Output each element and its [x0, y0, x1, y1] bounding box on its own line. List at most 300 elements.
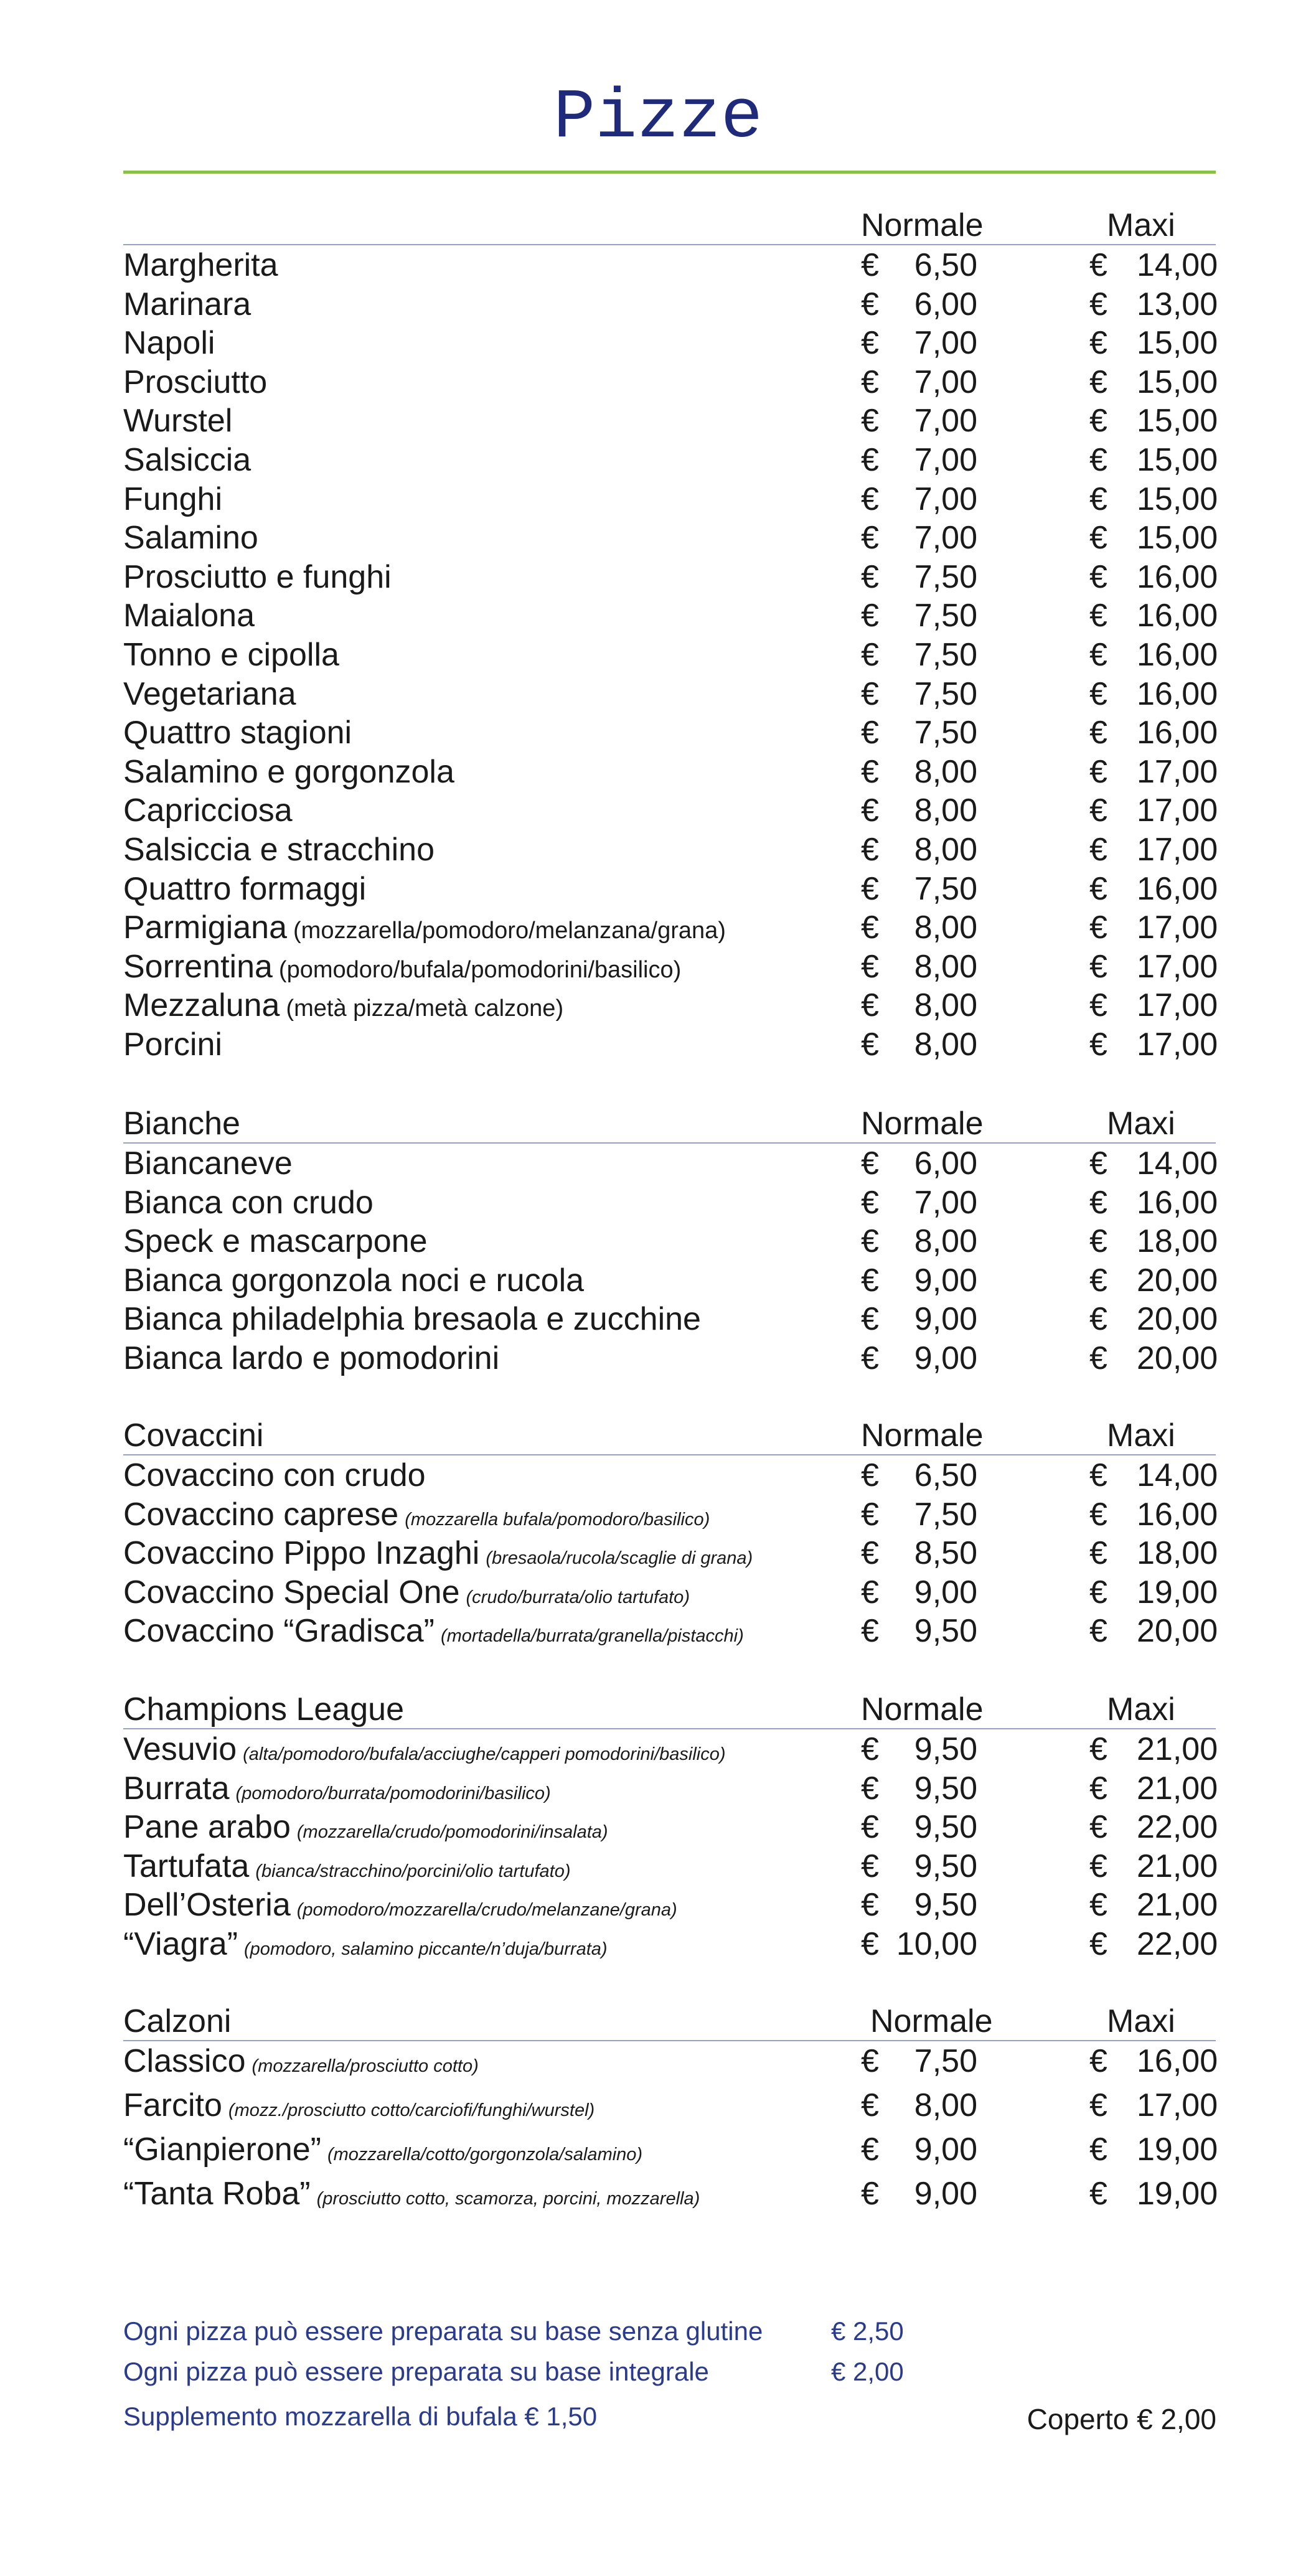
price-maxi: 19,00 [1137, 1574, 1218, 1610]
price-maxi: 17,00 [1137, 792, 1218, 829]
euro-symbol: € [861, 1184, 879, 1221]
menu-item-row [123, 323, 1216, 362]
menu-item-row [123, 2174, 1216, 2218]
euro-symbol: € [861, 831, 879, 868]
page-title: Pizze [553, 78, 763, 157]
euro-symbol: € [861, 598, 879, 634]
euro-symbol: € [861, 2087, 879, 2123]
section-title: Bianche [123, 1106, 240, 1142]
euro-symbol: € [1089, 1223, 1107, 1260]
menu-item [123, 1808, 608, 1851]
euro-symbol: € [861, 364, 879, 400]
gluten-free-price: € 2,50 [831, 2316, 904, 2346]
euro-symbol: € [1089, 1145, 1107, 1182]
price-normale: 8,50 [914, 1535, 977, 1572]
menu-item-name: Classico [123, 2043, 246, 2079]
menu-item [123, 364, 267, 401]
menu-item-ingredients: (mortadella/burrata/granella/pistacchi) [440, 1626, 744, 1647]
column-header-normale: Normale [861, 1417, 984, 1454]
menu-item [123, 1184, 374, 1221]
menu-item-row [123, 947, 1216, 986]
euro-symbol: € [861, 1301, 879, 1338]
column-header-maxi: Maxi [1107, 1417, 1175, 1454]
menu-item [123, 675, 296, 713]
euro-symbol: € [861, 1457, 879, 1493]
price-maxi: 15,00 [1137, 481, 1218, 517]
section-title: Champions League [123, 1691, 404, 1728]
menu-item-name: “Tanta Roba” [123, 2176, 311, 2212]
menu-item [123, 1731, 726, 1773]
euro-symbol: € [1089, 403, 1107, 440]
menu-item-name: Sorrentina [123, 948, 273, 985]
euro-symbol: € [861, 520, 879, 557]
price-maxi: 17,00 [1137, 753, 1218, 790]
euro-symbol: € [1089, 441, 1107, 478]
menu-item-name: Wurstel [123, 403, 233, 440]
euro-symbol: € [1089, 481, 1107, 517]
column-header-maxi: Maxi [1107, 1691, 1175, 1728]
menu-item-row [123, 1846, 1216, 1886]
menu-item-row [123, 1455, 1216, 1495]
price-maxi: 16,00 [1137, 2043, 1218, 2079]
menu-item-name: Margherita [123, 247, 278, 283]
euro-symbol: € [1089, 1925, 1107, 1962]
menu-item-name: Prosciutto e funghi [123, 558, 392, 595]
euro-symbol: € [1089, 1301, 1107, 1338]
price-normale: 8,00 [914, 1026, 977, 1063]
price-normale: 8,00 [914, 910, 977, 946]
menu-item [123, 519, 258, 557]
menu-item-name: Biancaneve [123, 1145, 293, 1182]
euro-symbol: € [861, 636, 879, 673]
menu-item-row [123, 1611, 1216, 1650]
section-2 [123, 1417, 1216, 1650]
menu-item [123, 2131, 642, 2173]
menu-item-row [123, 1807, 1216, 1846]
menu-item-name: Salamino [123, 520, 258, 557]
euro-symbol: € [861, 558, 879, 595]
price-maxi: 18,00 [1137, 1535, 1218, 1572]
menu-item-name: Covaccino “Gradisca” [123, 1613, 435, 1650]
menu-item-name: Tartufata [123, 1848, 250, 1884]
menu-item-row [123, 1729, 1216, 1769]
price-maxi: 14,00 [1137, 1145, 1218, 1182]
menu-item-row [123, 713, 1216, 752]
column-header-maxi: Maxi [1107, 1106, 1175, 1142]
menu-item [123, 1496, 710, 1538]
euro-symbol: € [861, 1613, 879, 1650]
menu-item-ingredients: (metà pizza/metà calzone) [286, 995, 564, 1022]
price-normale: 7,50 [914, 1496, 977, 1533]
price-maxi: 20,00 [1137, 1262, 1218, 1299]
section-header [123, 1691, 1216, 1729]
euro-symbol: € [861, 325, 879, 362]
gluten-free-note: Ogni pizza può essere preparata su base senza glutine [123, 2316, 763, 2346]
menu-item-name: Bianca lardo e pomodorini [123, 1340, 500, 1376]
euro-symbol: € [861, 987, 879, 1024]
menu-item-name: Salamino e gorgonzola [123, 753, 454, 790]
price-maxi: 16,00 [1137, 715, 1218, 751]
price-maxi: 18,00 [1137, 1223, 1218, 1260]
price-normale: 7,00 [914, 325, 977, 362]
column-header-normale: Normale [861, 1106, 984, 1142]
menu-item [123, 987, 563, 1027]
menu-item-ingredients: (pomodoro, salamino piccante/n’duja/burrata) [244, 1939, 608, 1959]
menu-item-row [123, 245, 1216, 284]
menu-item [123, 909, 726, 949]
euro-symbol: € [861, 675, 879, 712]
price-maxi: 16,00 [1137, 675, 1218, 712]
price-normale: 9,00 [914, 2176, 977, 2212]
menu-item-ingredients: (mozz./prosciutto cotto/carciofi/funghi/wurstel) [228, 2100, 595, 2120]
euro-symbol: € [861, 1262, 879, 1299]
menu-item-name: Funghi [123, 481, 222, 517]
euro-symbol: € [1089, 987, 1107, 1024]
menu-item-name: Dell’Osteria [123, 1887, 291, 1924]
euro-symbol: € [861, 1340, 879, 1376]
menu-item-name: “Gianpierone” [123, 2132, 321, 2168]
menu-item-row [123, 1769, 1216, 1808]
euro-symbol: € [861, 1887, 879, 1924]
price-normale: 9,00 [914, 1574, 977, 1610]
price-maxi: 17,00 [1137, 2087, 1218, 2123]
menu-item-row [123, 440, 1216, 479]
euro-symbol: € [861, 403, 879, 440]
price-maxi: 19,00 [1137, 2132, 1218, 2168]
menu-item-name: Capricciosa [123, 792, 293, 829]
menu-item-name: Porcini [123, 1026, 222, 1063]
menu-item [123, 597, 255, 634]
euro-symbol: € [861, 753, 879, 790]
menu-item-ingredients: (mozzarella/cotto/gorgonzola/salamino) [327, 2145, 643, 2165]
menu-item-row [123, 869, 1216, 908]
menu-item-row [123, 1533, 1216, 1572]
price-maxi: 21,00 [1137, 1848, 1218, 1884]
euro-symbol: € [1089, 1184, 1107, 1221]
euro-symbol: € [1089, 1887, 1107, 1924]
price-normale: 9,50 [914, 1848, 977, 1884]
menu-item [123, 441, 251, 479]
price-maxi: 13,00 [1137, 286, 1218, 322]
menu-item-name: Bianca con crudo [123, 1184, 374, 1221]
euro-symbol: € [1089, 598, 1107, 634]
euro-symbol: € [1089, 1535, 1107, 1572]
menu-item-name: Prosciutto [123, 364, 268, 400]
menu-item-ingredients: (pomodoro/mozzarella/crudo/melanzane/grana) [296, 1900, 677, 1920]
menu-item-row [123, 674, 1216, 713]
menu-item-name: Salsiccia e stracchino [123, 831, 435, 868]
euro-symbol: € [861, 286, 879, 322]
menu-item-ingredients: (mozzarella/crudo/pomodorini/insalata) [296, 1822, 608, 1843]
menu-item-ingredients: (crudo/burrata/olio tartufato) [466, 1587, 690, 1607]
euro-symbol: € [1089, 1262, 1107, 1299]
price-normale: 9,50 [914, 1613, 977, 1650]
euro-symbol: € [1089, 675, 1107, 712]
menu-item-row [123, 1025, 1216, 1064]
menu-item [123, 1770, 551, 1812]
menu-item-name: Bianca philadelphia bresaola e zucchine [123, 1301, 701, 1338]
price-maxi: 16,00 [1137, 1184, 1218, 1221]
euro-symbol: € [861, 247, 879, 283]
price-normale: 6,00 [914, 286, 977, 322]
euro-symbol: € [1089, 325, 1107, 362]
euro-symbol: € [1089, 1496, 1107, 1533]
price-maxi: 15,00 [1137, 403, 1218, 440]
price-normale: 8,00 [914, 753, 977, 790]
menu-item-row [123, 1885, 1216, 1924]
price-normale: 8,00 [914, 987, 977, 1024]
euro-symbol: € [1089, 2087, 1107, 2123]
menu-item [123, 831, 435, 868]
menu-item [123, 247, 278, 284]
menu-item-name: Parmigiana [123, 910, 288, 946]
menu-item [123, 1925, 608, 1968]
price-normale: 9,50 [914, 1887, 977, 1924]
section-header [123, 1417, 1216, 1455]
euro-symbol: € [861, 948, 879, 985]
price-maxi: 15,00 [1137, 520, 1218, 557]
menu-item-ingredients: (prosciutto cotto, scamorza, porcini, mozzarella) [316, 2189, 700, 2209]
menu-item-row [123, 596, 1216, 635]
menu-item-name: Napoli [123, 325, 215, 362]
price-maxi: 22,00 [1137, 1925, 1218, 1962]
menu-item [123, 1145, 293, 1182]
menu-item [123, 714, 352, 751]
menu-item [123, 1300, 701, 1338]
euro-symbol: € [1089, 1340, 1107, 1376]
menu-item-ingredients: (pomodoro/bufala/pomodorini/basilico) [278, 956, 682, 983]
section-header [123, 2003, 1216, 2041]
menu-item-row [123, 1495, 1216, 1534]
price-normale: 7,50 [914, 558, 977, 595]
menu-item-name: Vegetariana [123, 675, 296, 712]
euro-symbol: € [861, 441, 879, 478]
menu-item [123, 1026, 222, 1063]
price-normale: 9,00 [914, 1301, 977, 1338]
menu-item [123, 402, 232, 440]
menu-item-row [123, 2130, 1216, 2174]
price-maxi: 17,00 [1137, 948, 1218, 985]
price-normale: 10,00 [896, 1925, 977, 1962]
menu-item-name: Bianca gorgonzola noci e rucola [123, 1262, 585, 1299]
price-maxi: 14,00 [1137, 247, 1218, 283]
price-normale: 8,00 [914, 792, 977, 829]
section-title: Covaccini [123, 1417, 264, 1454]
menu-item [123, 286, 251, 323]
title-divider [123, 171, 1216, 174]
euro-symbol: € [1089, 247, 1107, 283]
section-3 [123, 1691, 1216, 1963]
menu-item [123, 324, 215, 362]
menu-item-row [123, 1924, 1216, 1963]
menu-item-name: Burrata [123, 1770, 230, 1807]
section-0 [123, 207, 1216, 1063]
euro-symbol: € [1089, 753, 1107, 790]
euro-symbol: € [1089, 1770, 1107, 1807]
menu-item-ingredients: (mozzarella/pomodoro/melanzana/grana) [293, 918, 726, 944]
cover-charge: Coperto € 2,00 [1027, 2403, 1216, 2435]
menu-item-name: “Viagra” [123, 1925, 238, 1962]
menu-item-row [123, 1183, 1216, 1222]
menu-item [123, 2042, 479, 2085]
price-maxi: 20,00 [1137, 1301, 1218, 1338]
menu-item-row [123, 1572, 1216, 1612]
euro-symbol: € [1089, 715, 1107, 751]
euro-symbol: € [1089, 1809, 1107, 1846]
euro-symbol: € [1089, 2176, 1107, 2212]
euro-symbol: € [861, 1809, 879, 1846]
menu-item-row [123, 1299, 1216, 1338]
menu-item-row [123, 1221, 1216, 1261]
euro-symbol: € [1089, 910, 1107, 946]
euro-symbol: € [861, 2176, 879, 2212]
menu-item [123, 1574, 690, 1616]
column-header-normale: Normale [870, 2003, 993, 2039]
price-normale: 9,00 [914, 1340, 977, 1376]
euro-symbol: € [1089, 870, 1107, 907]
menu-item-ingredients: (mozzarella/prosciutto cotto) [251, 2056, 479, 2076]
menu-item-name: Salsiccia [123, 441, 251, 478]
euro-symbol: € [1089, 792, 1107, 829]
euro-symbol: € [861, 792, 879, 829]
price-maxi: 20,00 [1137, 1340, 1218, 1376]
column-header-normale: Normale [861, 1691, 984, 1728]
euro-symbol: € [861, 910, 879, 946]
euro-symbol: € [1089, 520, 1107, 557]
price-maxi: 17,00 [1137, 910, 1218, 946]
menu-item-name: Covaccino caprese [123, 1496, 399, 1533]
price-normale: 7,00 [914, 403, 977, 440]
price-normale: 6,00 [914, 1145, 977, 1182]
menu-item-name: Covaccino Pippo Inzaghi [123, 1535, 480, 1572]
menu-item-ingredients: (bresaola/rucola/scaglie di grana) [486, 1548, 753, 1569]
euro-symbol: € [1089, 2043, 1107, 2079]
price-maxi: 15,00 [1137, 441, 1218, 478]
price-maxi: 16,00 [1137, 558, 1218, 595]
menu-item-ingredients: (alta/pomodoro/bufala/acciughe/capperi pomodorini/basilico) [243, 1744, 726, 1764]
menu-item-ingredients: (pomodoro/burrata/pomodorini/basilico) [235, 1783, 551, 1803]
section-header [123, 1105, 1216, 1144]
menu-item-row [123, 362, 1216, 402]
menu-item [123, 870, 366, 908]
price-normale: 7,50 [914, 870, 977, 907]
euro-symbol: € [1089, 1848, 1107, 1884]
price-normale: 8,00 [914, 948, 977, 985]
menu-item-row [123, 985, 1216, 1025]
euro-symbol: € [861, 1145, 879, 1182]
wholegrain-price: € 2,00 [831, 2357, 904, 2386]
price-maxi: 21,00 [1137, 1887, 1218, 1924]
menu-item [123, 948, 681, 989]
menu-item [123, 1535, 753, 1577]
price-maxi: 17,00 [1137, 987, 1218, 1024]
menu-item [123, 481, 222, 518]
menu-item-name: Tonno e cipolla [123, 636, 339, 673]
euro-symbol: € [1089, 558, 1107, 595]
euro-symbol: € [1089, 1026, 1107, 1063]
price-normale: 7,00 [914, 1184, 977, 1221]
price-normale: 7,50 [914, 715, 977, 751]
price-normale: 8,00 [914, 831, 977, 868]
price-normale: 9,00 [914, 1262, 977, 1299]
menu-item [123, 1848, 570, 1890]
price-maxi: 20,00 [1137, 1613, 1218, 1650]
column-header-normale: Normale [861, 207, 984, 243]
menu-item-ingredients: (mozzarella bufala/pomodoro/basilico) [405, 1509, 710, 1530]
buffalo-mozzarella-note: Supplemento mozzarella di bufala € 1,50 [123, 2402, 598, 2431]
menu-item [123, 558, 392, 596]
menu-item-row [123, 1338, 1216, 1378]
price-normale: 7,50 [914, 636, 977, 673]
menu-item-row [123, 791, 1216, 830]
menu-item-row [123, 2041, 1216, 2085]
price-normale: 6,50 [914, 247, 977, 283]
euro-symbol: € [861, 1770, 879, 1807]
price-normale: 9,50 [914, 1809, 977, 1846]
section-title: Calzoni [123, 2003, 232, 2039]
price-maxi: 15,00 [1137, 325, 1218, 362]
menu-item [123, 1262, 584, 1299]
menu-item [123, 636, 339, 674]
price-maxi: 16,00 [1137, 870, 1218, 907]
price-maxi: 21,00 [1137, 1770, 1218, 1807]
section-1 [123, 1105, 1216, 1378]
menu-item-name: Farcito [123, 2087, 222, 2123]
section-header [123, 207, 1216, 245]
euro-symbol: € [1089, 1574, 1107, 1610]
euro-symbol: € [1089, 1613, 1107, 1650]
euro-symbol: € [861, 1535, 879, 1572]
price-normale: 7,50 [914, 675, 977, 712]
price-normale: 7,00 [914, 520, 977, 557]
price-normale: 8,00 [914, 1223, 977, 1260]
euro-symbol: € [1089, 636, 1107, 673]
euro-symbol: € [861, 2043, 879, 2079]
price-normale: 6,50 [914, 1457, 977, 1493]
price-maxi: 14,00 [1137, 1457, 1218, 1493]
menu-item-row [123, 752, 1216, 791]
price-normale: 8,00 [914, 2087, 977, 2123]
menu-item-row [123, 1261, 1216, 1300]
price-normale: 7,00 [914, 364, 977, 400]
menu-item-row [123, 1144, 1216, 1183]
euro-symbol: € [861, 1925, 879, 1962]
section-4 [123, 2003, 1216, 2218]
euro-symbol: € [861, 1731, 879, 1767]
menu-item-row [123, 2085, 1216, 2130]
menu-item-name: Mezzaluna [123, 987, 280, 1024]
menu-item [123, 753, 454, 791]
menu-item-name: Pane arabo [123, 1809, 291, 1846]
euro-symbol: € [1089, 831, 1107, 868]
menu-item-row [123, 284, 1216, 324]
menu-item-ingredients: (bianca/stracchino/porcini/olio tartufato) [255, 1861, 571, 1881]
menu-item [123, 1223, 428, 1260]
menu-item [123, 1340, 499, 1377]
menu-item-name: Speck e mascarpone [123, 1223, 428, 1260]
menu-item-row [123, 401, 1216, 440]
euro-symbol: € [861, 1496, 879, 1533]
column-header-maxi: Maxi [1107, 2003, 1175, 2039]
menu-item-row [123, 518, 1216, 557]
menu-item [123, 1612, 744, 1655]
euro-symbol: € [861, 1574, 879, 1610]
price-normale: 7,50 [914, 598, 977, 634]
euro-symbol: € [861, 1223, 879, 1260]
column-header-maxi: Maxi [1107, 207, 1175, 243]
euro-symbol: € [1089, 364, 1107, 400]
euro-symbol: € [1089, 2132, 1107, 2168]
